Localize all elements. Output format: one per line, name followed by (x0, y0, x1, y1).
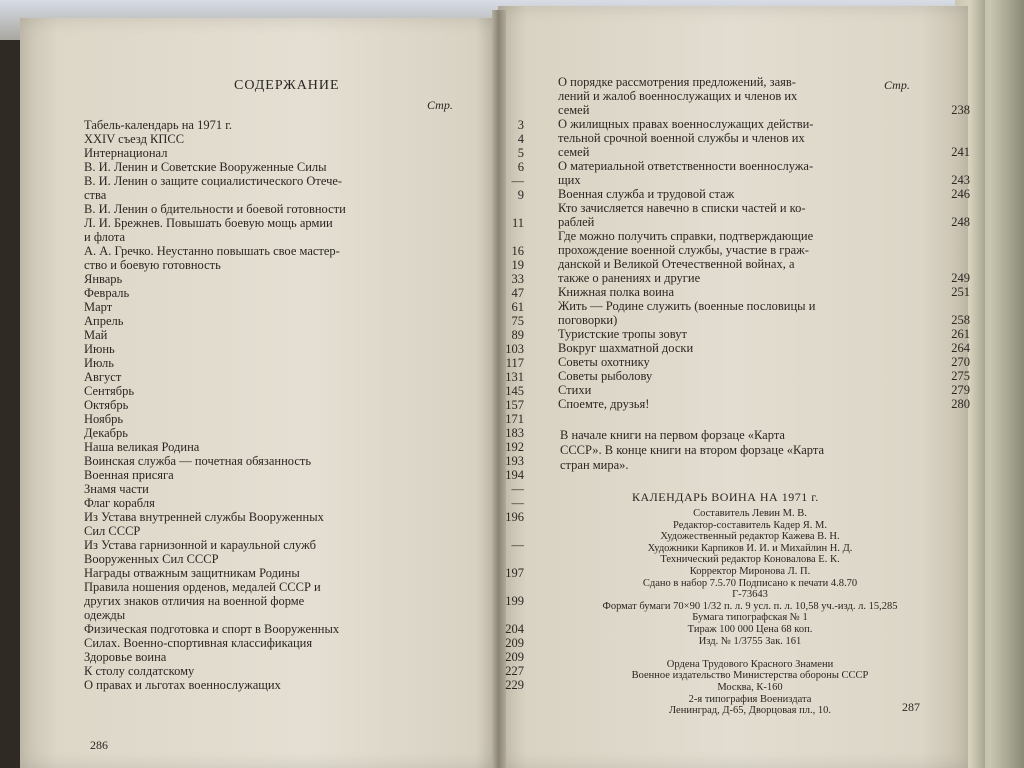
entry-page: 61 (511, 300, 524, 314)
contents-entry (558, 229, 978, 243)
entry-title: Правила ношения орденов, медалей СССР и (84, 580, 321, 594)
entry-title: ство и боевую готовность (84, 258, 221, 272)
entry-page: 258 (951, 313, 970, 327)
entry-title: Декабрь (84, 426, 128, 440)
entry-page: 241 (951, 145, 970, 159)
entry-title: семей (558, 103, 590, 117)
entry-title: одежды (84, 608, 126, 622)
imprint-line: Г-73643 (732, 589, 768, 601)
contents-entry (558, 89, 978, 103)
entry-page: 131 (505, 370, 524, 384)
entry-title: О жилищных правах военнослужащих действи- (558, 117, 814, 131)
entry-title: лений и жалоб военнослужащих и членов их (558, 89, 798, 103)
right-page-label: Стр. (884, 78, 910, 92)
contents-entry (84, 398, 534, 412)
entry-title: щих (558, 173, 581, 187)
entry-page: 275 (951, 369, 970, 383)
right-contents-list (558, 75, 978, 411)
entry-page: 246 (951, 187, 970, 201)
entry-page: 157 (505, 398, 524, 412)
contents-entry (558, 285, 978, 299)
entry-page: 199 (505, 594, 524, 608)
contents-entry (84, 482, 534, 496)
entry-title: Военная служба и трудовой стаж (558, 187, 735, 201)
contents-entry (84, 370, 534, 384)
entry-page: 6 (517, 160, 524, 174)
entry-title: А. А. Гречко. Неустанно повышать свое мастер- (84, 244, 340, 258)
note-line: стран мира». (560, 458, 629, 472)
contents-entry (558, 243, 978, 257)
note-line: В начале книги на первом форзаце «Карта (560, 428, 785, 442)
entry-page: 280 (951, 397, 970, 411)
imprint-line: Художники Карпиков И. И. и Михайлин Н. Д. (647, 542, 853, 554)
entry-page: 5 (517, 146, 524, 160)
entry-title: Август (84, 370, 122, 384)
contents-entry (84, 188, 534, 202)
endpaper-note (560, 428, 920, 473)
entry-title: XXIV съезд КПСС (84, 132, 185, 146)
imprint-line: Изд. № 1/3755 Зак. 161 (698, 635, 802, 647)
entry-title: Л. И. Брежнев. Повышать боевую мощь армии (84, 216, 333, 230)
contents-entry (558, 187, 978, 201)
entry-title: Вооруженных Сил СССР (84, 552, 219, 566)
entry-page: — (511, 174, 524, 188)
entry-page: 209 (505, 650, 524, 664)
entry-title: Советы охотнику (558, 355, 650, 369)
contents-entry (558, 299, 978, 313)
entry-title: О правах и льготах военнослужащих (84, 678, 281, 692)
entry-title: Стихи (558, 383, 592, 397)
entry-title: Награды отважным защитникам Родины (84, 566, 300, 580)
entry-page: 248 (951, 215, 970, 229)
contents-entry (84, 426, 534, 440)
entry-page: 197 (505, 566, 524, 580)
entry-page: 194 (505, 468, 524, 482)
entry-page: 270 (951, 355, 970, 369)
left-page-number: 286 (90, 738, 108, 752)
entry-title: также о ранениях и другие (558, 271, 701, 285)
contents-entry (84, 664, 534, 678)
entry-page: 264 (951, 341, 970, 355)
contents-entry (558, 75, 978, 89)
entry-title: Военная присяга (84, 468, 174, 482)
imprint-line: Ленинград, Д-65, Дворцовая пл., 10. (669, 705, 831, 717)
entry-title: раблей (558, 215, 595, 229)
imprint-line: Составитель Левин М. В. (693, 508, 807, 519)
contents-heading: СОДЕРЖАНИЕ (234, 78, 340, 93)
imprint-line: Москва, К-160 (717, 681, 783, 693)
entry-page: 243 (951, 173, 970, 187)
entry-title: Июнь (84, 342, 115, 356)
contents-entry (84, 118, 534, 132)
entry-page: 145 (505, 384, 524, 398)
entry-title: Интернационал (84, 146, 168, 160)
contents-entry (558, 117, 978, 131)
contents-entry (84, 328, 534, 342)
contents-entry (558, 131, 978, 145)
imprint-line: Художественный редактор Кажева В. Н. (660, 531, 840, 543)
entry-page: 204 (505, 622, 524, 636)
contents-entry (558, 341, 978, 355)
contents-entry (558, 355, 978, 369)
entry-title: Туристские тропы зовут (558, 327, 687, 341)
entry-title: Сентябрь (84, 384, 135, 398)
contents-entry (84, 244, 534, 258)
contents-entry (558, 271, 978, 285)
entry-page: — (511, 538, 524, 552)
entry-title: прохождение военной службы, участие в граж- (558, 243, 809, 257)
entry-title: Где можно получить справки, подтверждающие (558, 229, 814, 243)
entry-page: 192 (505, 440, 524, 454)
entry-page: 33 (511, 272, 524, 286)
entry-page: 75 (511, 314, 524, 328)
contents-entry (558, 215, 978, 229)
imprint-block (560, 508, 940, 717)
entry-title: Из Устава гарнизонной и караульной служб (84, 538, 316, 552)
left-page-label: Стр. (427, 98, 453, 112)
entry-title: Июль (84, 356, 114, 370)
contents-entry (84, 440, 534, 454)
contents-entry (84, 412, 534, 426)
note-line: СССР». В конце книги на втором форзаце «Карта (560, 443, 824, 457)
imprint-line: Военное издательство Министерства обороны СССР (631, 670, 869, 682)
entry-page: 279 (951, 383, 970, 397)
imprint-line: 2-я типография Воениздата (688, 693, 812, 705)
contents-entry (84, 300, 534, 314)
entry-title: В. И. Ленин и Советские Вооруженные Силы (84, 160, 327, 174)
contents-entry (84, 314, 534, 328)
imprint-line: Технический редактор Коновалова Е. К. (660, 554, 840, 566)
contents-entry (84, 538, 534, 552)
contents-entry (84, 202, 534, 216)
contents-entry (84, 356, 534, 370)
contents-entry (84, 174, 534, 188)
imprint-line (560, 647, 940, 659)
entry-title: поговорки) (558, 313, 618, 327)
entry-page: 103 (505, 342, 524, 356)
entry-title: данской и Великой Отечественной войнах, а (558, 257, 795, 271)
contents-entry (84, 524, 534, 538)
entry-page: 89 (511, 328, 524, 342)
contents-entry (84, 272, 534, 286)
entry-title: Советы рыболову (558, 369, 653, 383)
entry-title: О материальной ответственности военнослужа- (558, 159, 814, 173)
imprint-line: Ордена Трудового Красного Знамени (666, 658, 834, 670)
contents-entry (558, 173, 978, 187)
entry-title: тельной срочной военной службы и членов их (558, 131, 805, 145)
entry-title: Кто зачисляется навечно в списки частей и ко- (558, 201, 806, 215)
entry-title: Физическая подготовка и спорт в Вооруженных (84, 622, 340, 636)
entry-title: семей (558, 145, 590, 159)
contents-entry (558, 369, 978, 383)
imprint-line: Тираж 100 000 Цена 68 коп. (687, 623, 813, 635)
contents-entry (84, 566, 534, 580)
entry-page: 3 (517, 118, 524, 132)
entry-title: Май (84, 328, 108, 342)
contents-entry (84, 454, 534, 468)
entry-title: Споемте, друзья! (558, 397, 650, 411)
contents-entry (84, 286, 534, 300)
contents-entry (84, 468, 534, 482)
entry-title: Вокруг шахматной доски (558, 341, 694, 355)
contents-entry (84, 230, 534, 244)
entry-title: В. И. Ленин о бдительности и боевой готовности (84, 202, 346, 216)
entry-title: Октябрь (84, 398, 129, 412)
entry-page: 11 (511, 216, 524, 230)
entry-title: Табель-календарь на 1971 г. (84, 118, 233, 132)
entry-page: 117 (505, 356, 524, 370)
contents-entry (84, 258, 534, 272)
entry-title: ства (84, 188, 107, 202)
entry-page: 238 (951, 103, 970, 117)
entry-title: Март (84, 300, 113, 314)
entry-page: 4 (517, 132, 524, 146)
entry-title: Воинская служба — почетная обязанность (84, 454, 312, 468)
entry-title: других знаков отличия на военной форме (84, 594, 305, 608)
contents-entry (84, 132, 534, 146)
contents-entry (84, 678, 534, 692)
entry-title: О порядке рассмотрения предложений, заяв- (558, 75, 796, 89)
entry-page: 249 (951, 271, 970, 285)
entry-title: Знамя части (84, 482, 149, 496)
entry-title: Силах. Военно-спортивная классификация (84, 636, 313, 650)
entry-page: 209 (505, 636, 524, 650)
entry-page: 193 (505, 454, 524, 468)
imprint-title: КАЛЕНДАРЬ ВОИНА НА 1971 г. (632, 490, 819, 504)
contents-entry (84, 580, 534, 594)
entry-title: Январь (84, 272, 123, 286)
contents-entry (84, 342, 534, 356)
entry-title: К столу солдатскому (84, 664, 195, 678)
entry-page: 251 (951, 285, 970, 299)
entry-page: 183 (505, 426, 524, 440)
entry-page: 261 (951, 327, 970, 341)
entry-title: В. И. Ленин о защите социалистического Отече- (84, 174, 343, 188)
entry-page: 9 (517, 188, 524, 202)
entry-title: Жить — Родине служить (военные пословицы и (558, 299, 816, 313)
entry-title: Здоровье воина (84, 650, 167, 664)
entry-page: 227 (505, 664, 524, 678)
entry-title: Из Устава внутренней службы Вооруженных (84, 510, 324, 524)
entry-page: — (511, 496, 524, 510)
contents-entry (84, 160, 534, 174)
contents-entry (84, 510, 534, 524)
contents-entry (558, 327, 978, 341)
imprint-line: Бумага типографская № 1 (692, 612, 808, 624)
entry-title: Февраль (84, 286, 130, 300)
contents-entry (84, 650, 534, 664)
imprint-line: Редактор-составитель Кадер Я. М. (673, 519, 827, 531)
contents-entry (558, 313, 978, 327)
contents-entry (558, 103, 978, 117)
contents-entry (558, 397, 978, 411)
entry-title: Ноябрь (84, 412, 124, 426)
contents-entry (84, 608, 534, 622)
contents-entry (558, 383, 978, 397)
entry-title: Апрель (84, 314, 124, 328)
entry-page: 196 (505, 510, 524, 524)
contents-entry (558, 145, 978, 159)
entry-title: и флота (84, 230, 126, 244)
imprint-line: Формат бумаги 70×90 1/32 п. л. 9 усл. п. л. 10,58 уч.-изд. л. 15,285 (602, 600, 898, 612)
contents-entry (558, 257, 978, 271)
contents-entry (84, 216, 534, 230)
entry-page: — (511, 482, 524, 496)
left-contents-list (84, 118, 534, 692)
entry-title: Книжная полка воина (558, 285, 675, 299)
entry-page: 19 (511, 258, 524, 272)
contents-entry (84, 636, 534, 650)
contents-entry (558, 201, 978, 215)
contents-entry (84, 496, 534, 510)
entry-title: Наша великая Родина (84, 440, 200, 454)
contents-entry (84, 384, 534, 398)
contents-entry (84, 552, 534, 566)
imprint-line: Корректор Миронова Л. П. (689, 565, 811, 577)
contents-entry (558, 159, 978, 173)
entry-page: 229 (505, 678, 524, 692)
imprint-line: Сдано в набор 7.5.70 Подписано к печати 4.8.70 (642, 577, 858, 589)
contents-entry (84, 594, 534, 608)
entry-page: 47 (511, 286, 524, 300)
right-page-number: 287 (902, 700, 920, 714)
contents-entry (84, 622, 534, 636)
entry-title: Сил СССР (84, 524, 141, 538)
entry-page: 171 (505, 412, 524, 426)
entry-title: Флаг корабля (84, 496, 155, 510)
entry-page: 16 (511, 244, 524, 258)
contents-entry (84, 146, 534, 160)
